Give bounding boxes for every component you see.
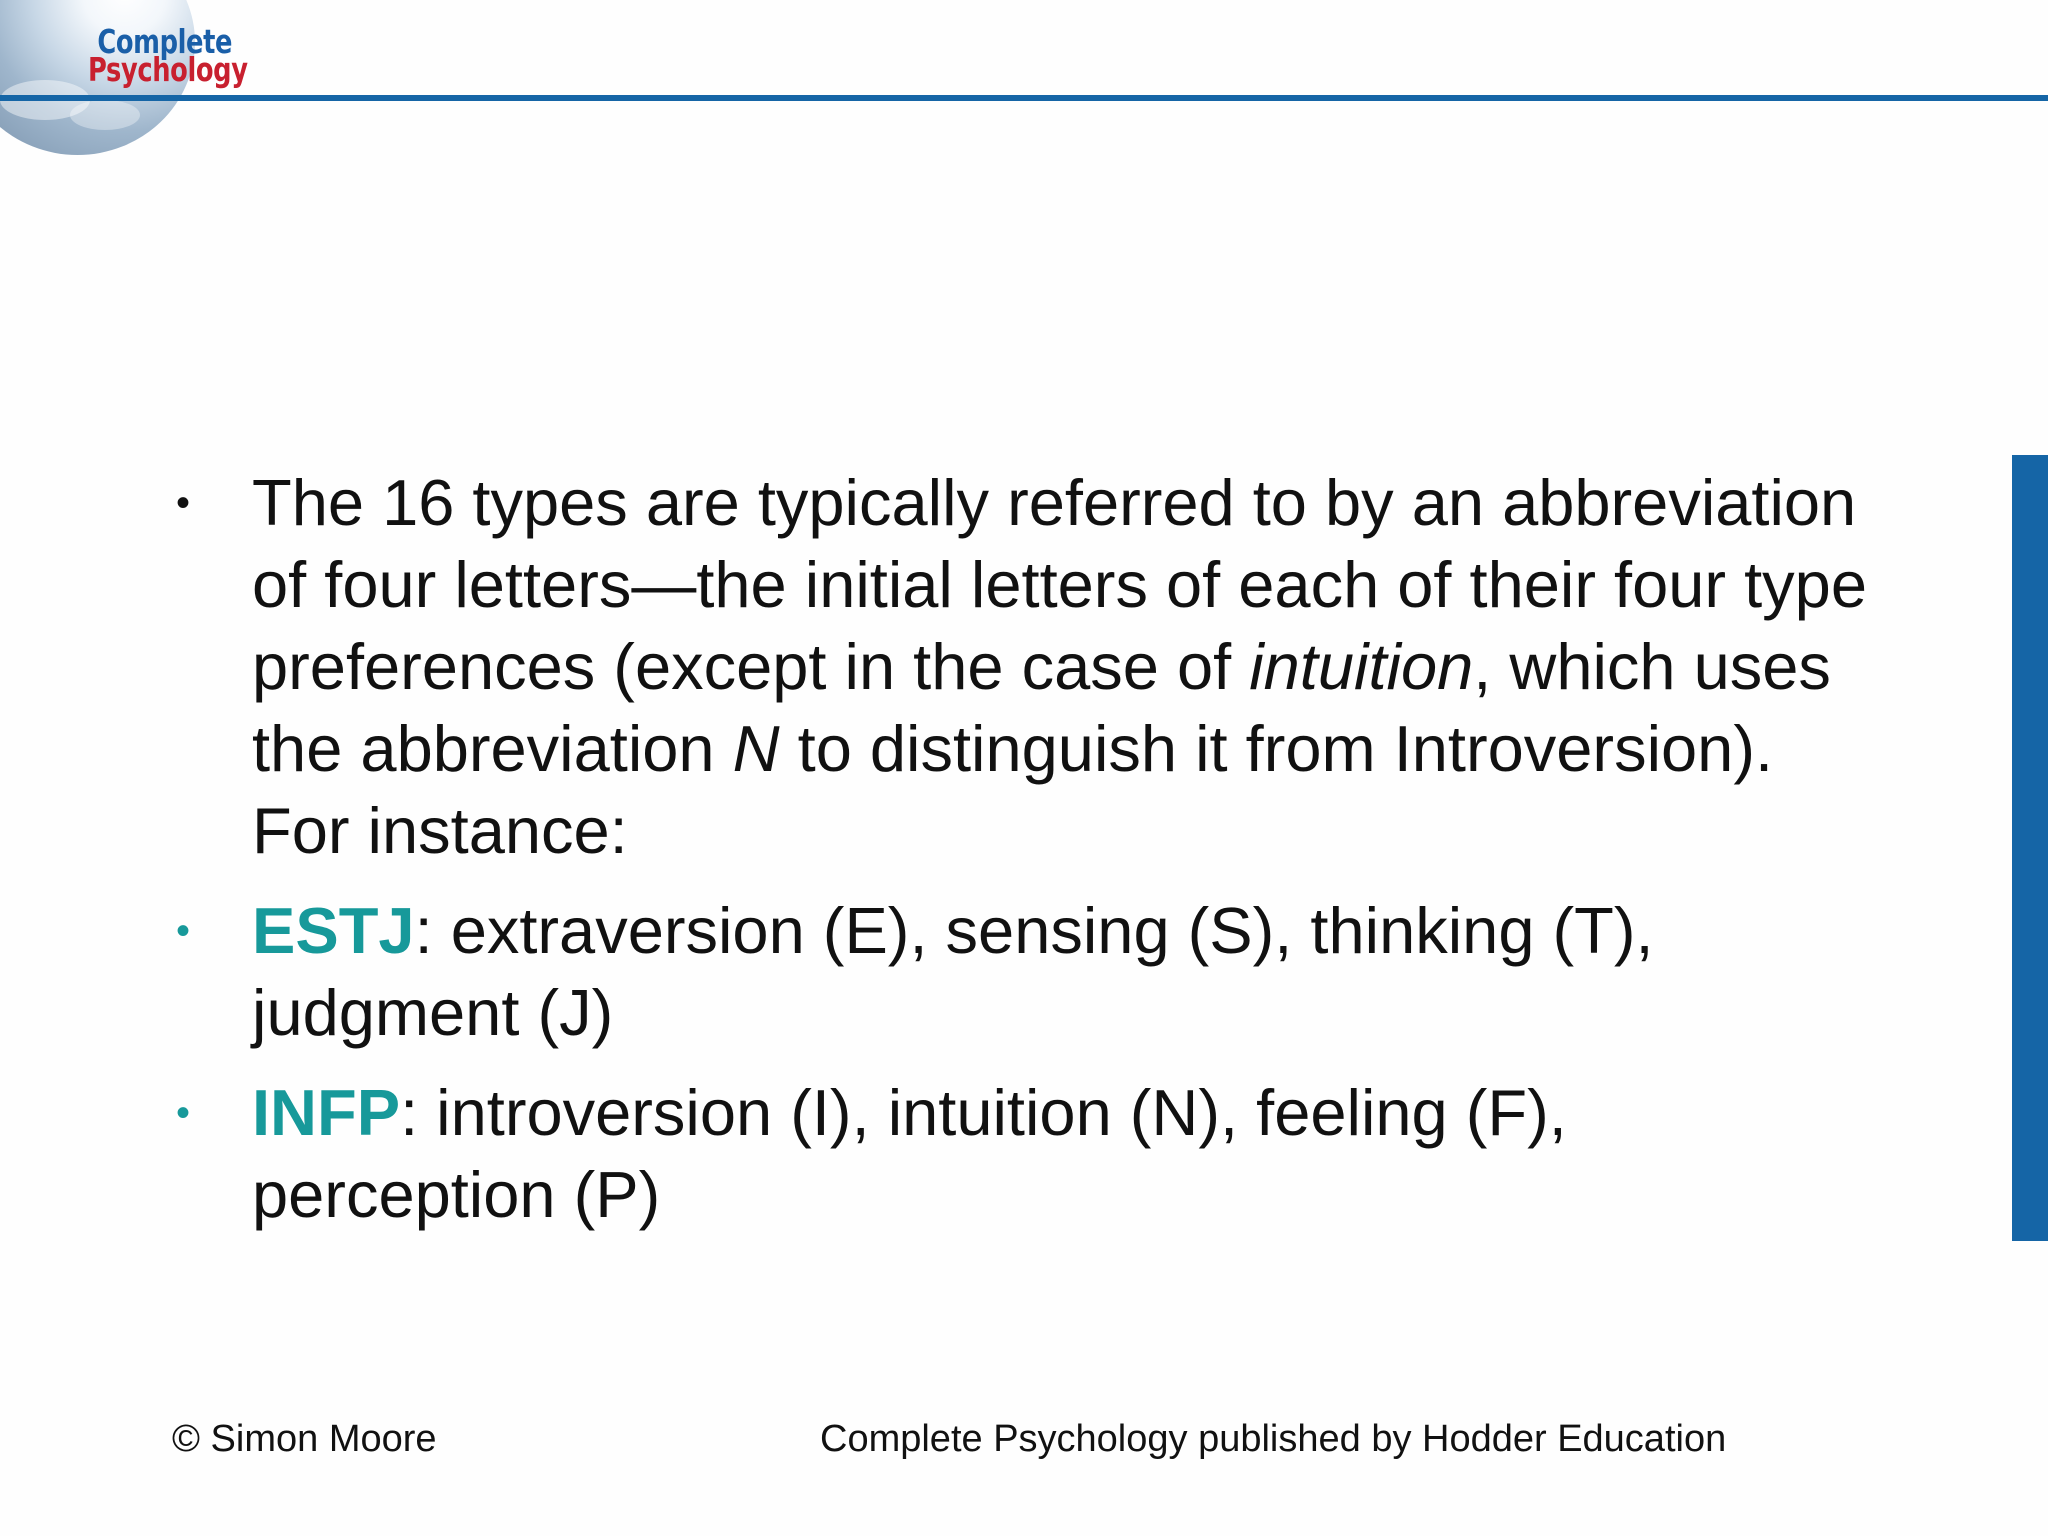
logo — [88, 22, 248, 89]
bullet-intro-italic-intuition: intuition — [1249, 630, 1474, 703]
bullet-intro-italic-n: N — [732, 712, 780, 785]
bullet-dot-icon: • — [176, 1091, 191, 1135]
bullet-infp — [172, 1072, 1872, 1236]
bullet-infp-term: INFP — [252, 1076, 401, 1149]
logo-line-2: Psychology — [88, 50, 248, 89]
bullet-intro-text-3: to distinguish it from Introversion). For instance: — [252, 712, 1774, 867]
bullet-estj-text: : extraversion (E), sensing (S), thinking (T), judgment (J) — [252, 894, 1654, 1049]
bullet-dot-icon: • — [176, 481, 191, 525]
footer-publisher: Complete Psychology published by Hodder Education — [820, 1418, 1727, 1460]
bullet-dot-icon: • — [176, 909, 191, 953]
slide-content — [172, 462, 1872, 1236]
bullet-infp-text: : introversion (I), intuition (N), feeling (F), perception (P) — [252, 1076, 1567, 1231]
logo-line-1: Complete — [97, 22, 233, 61]
side-accent-bar — [2012, 455, 2048, 1241]
bullet-intro — [172, 462, 1872, 872]
bullet-intro-text-2: , which uses the abbreviation — [252, 630, 1831, 785]
bullet-estj — [172, 890, 1872, 1054]
header-rule — [0, 95, 2048, 101]
footer-copyright: © Simon Moore — [172, 1418, 437, 1460]
bullet-estj-term: ESTJ — [252, 894, 415, 967]
bullet-intro-text-1: The 16 types are typically referred to by an abbreviation of four letters—the initial letters of each of their four type preferences (except in the case of — [252, 466, 1867, 703]
